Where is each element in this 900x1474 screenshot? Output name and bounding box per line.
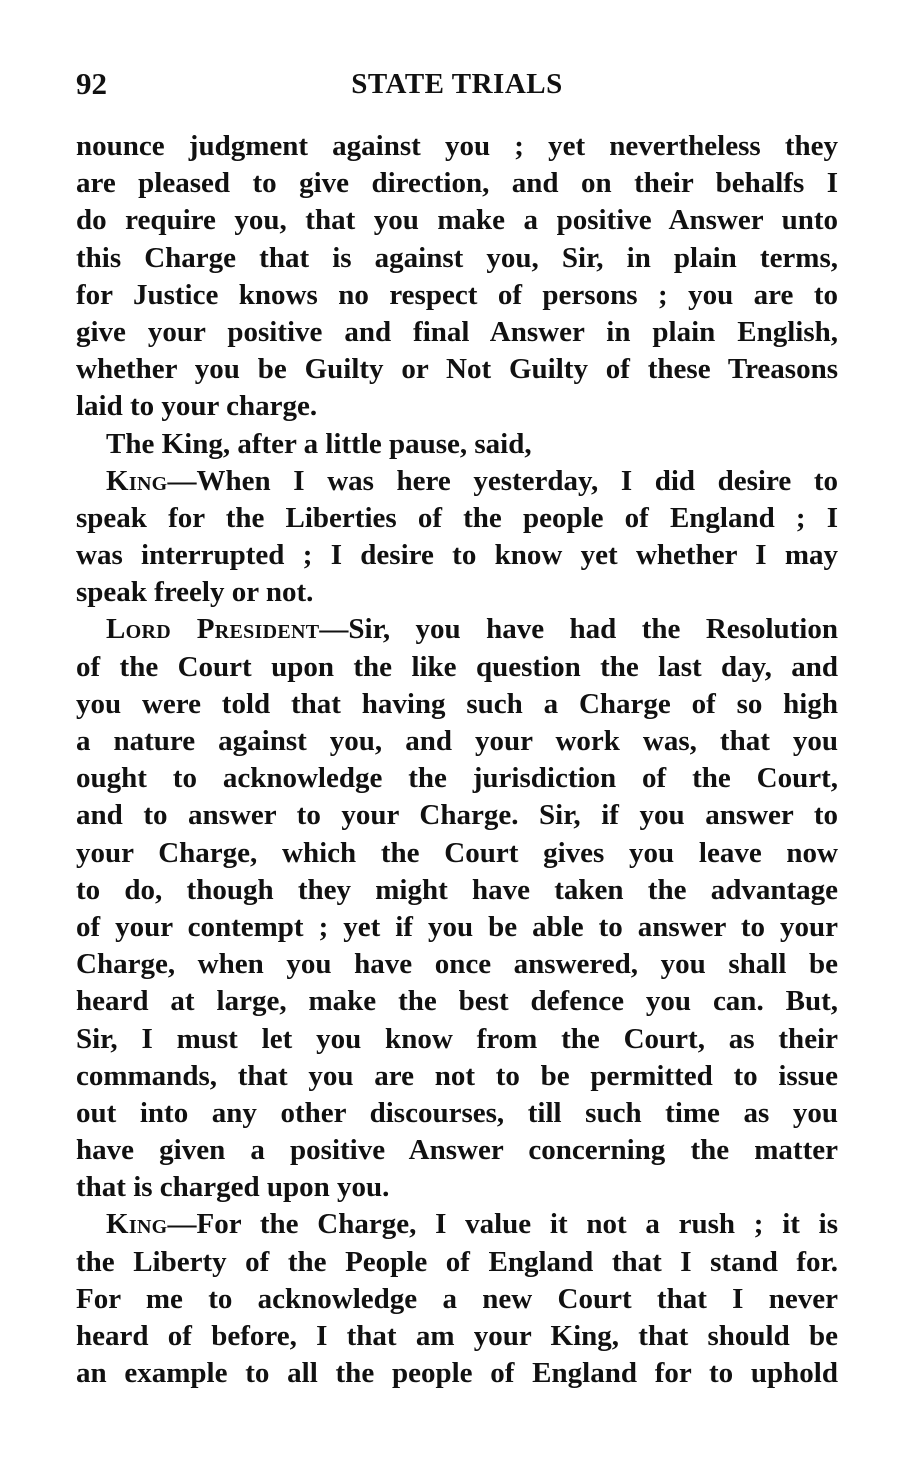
text-line: that is charged upon you. bbox=[76, 1171, 390, 1204]
text-line: your Charge, which the Court gives you leave now bbox=[76, 836, 838, 869]
speech-first-line bbox=[76, 463, 838, 500]
speaker-name: King bbox=[106, 464, 168, 497]
speech-text: —When I was here yesterday, I did desire to bbox=[167, 464, 838, 497]
speaker-name: Lord President bbox=[106, 613, 320, 646]
text-line: for Justice knows no respect of persons ; you are to bbox=[76, 278, 838, 311]
speech-first-line bbox=[76, 611, 838, 648]
text-line: speak for the Liberties of the people of England ; I bbox=[76, 501, 838, 534]
page-number: 92 bbox=[76, 66, 107, 101]
text-line: heard at large, make the best defence you can. But, bbox=[76, 985, 838, 1018]
running-head bbox=[76, 62, 838, 106]
speech-first-line bbox=[76, 1206, 838, 1243]
speech-text: —Sir, you have had the Resolution bbox=[319, 613, 838, 646]
text-line: and to answer to your Charge. Sir, if you answer to bbox=[76, 799, 838, 832]
text-line: commands, that you are not to be permitted to issue bbox=[76, 1059, 838, 1092]
text-line: do require you, that you make a positive Answer unto bbox=[76, 204, 838, 237]
text-line: of your contempt ; yet if you be able to answer to your bbox=[76, 910, 838, 943]
text-line: For me to acknowledge a new Court that I never bbox=[76, 1282, 838, 1315]
speaker-name: King bbox=[106, 1208, 168, 1241]
text-line: Charge, when you have once answered, you shall be bbox=[76, 948, 838, 981]
text-line: have given a positive Answer concerning the matter bbox=[76, 1134, 838, 1167]
text-line: nounce judgment against you ; yet nevertheless they bbox=[76, 130, 838, 162]
text-line: The King, after a little pause, said, bbox=[106, 427, 532, 460]
text-line: laid to your charge. bbox=[76, 390, 318, 423]
text-line: this Charge that is against you, Sir, in plain terms, bbox=[76, 241, 838, 274]
text-line: the Liberty of the People of England that I stand for. bbox=[76, 1245, 838, 1278]
text-line: was interrupted ; I desire to know yet whether I may bbox=[76, 539, 838, 572]
running-title: STATE TRIALS bbox=[351, 68, 563, 100]
body-text bbox=[76, 128, 838, 1392]
text-line: speak freely or not. bbox=[76, 576, 314, 609]
text-line: to do, though they might have taken the advantage bbox=[76, 873, 838, 906]
text-line: a nature against you, and your work was, that you bbox=[76, 725, 838, 757]
text-line: are pleased to give direction, and on their behalfs I bbox=[76, 167, 838, 200]
text-line: heard of before, I that am your King, that should be bbox=[76, 1320, 838, 1352]
text-line: an example to all the people of England for to uphold bbox=[76, 1357, 838, 1390]
text-line: of the Court upon the like question the last day, and bbox=[76, 650, 838, 683]
speech-text: —For the Charge, I value it not a rush ; it is bbox=[167, 1208, 838, 1241]
text-line: whether you be Guilty or Not Guilty of these Treasons bbox=[76, 353, 838, 386]
text-line: give your positive and final Answer in plain English, bbox=[76, 315, 838, 348]
text-line: you were told that having such a Charge of so high bbox=[76, 687, 838, 720]
text-line: ought to acknowledge the jurisdiction of the Court, bbox=[76, 762, 838, 795]
text-line: out into any other discourses, till such time as you bbox=[76, 1096, 838, 1129]
text-line: Sir, I must let you know from the Court, as their bbox=[76, 1022, 838, 1055]
